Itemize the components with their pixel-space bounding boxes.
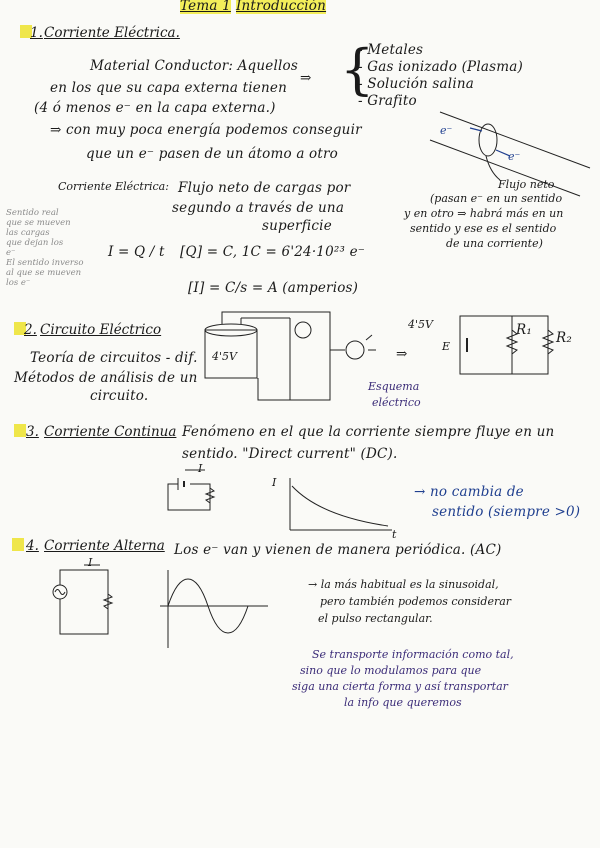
implies-arrow: ⇒: [396, 346, 408, 362]
material-def-line: Material Conductor: Aquellos: [90, 58, 298, 74]
section-4-number: 4.: [26, 538, 39, 554]
tema-label: Tema 1: [180, 0, 231, 14]
schema-voltage: 4'5V: [408, 318, 433, 331]
side-note-line: al que se mueven: [6, 268, 82, 278]
section-3-number: 3.: [26, 424, 39, 440]
side-note-line: los e⁻: [6, 278, 31, 288]
current-def-line: superficie: [262, 218, 332, 234]
page-title: Introducción: [236, 0, 327, 14]
graph-y-label: I: [272, 476, 277, 489]
current-def-line: segundo a través de una: [172, 200, 345, 216]
side-note-line: e⁻: [6, 248, 16, 258]
section-2-title: Circuito Eléctrico: [40, 322, 162, 338]
circuit-text-line: Teoría de circuitos - dif.: [30, 350, 198, 366]
formula-current: I = Q / t: [108, 244, 165, 260]
ac-description: Los e⁻ van y vienen de manera periódica. (AC): [174, 542, 502, 558]
material-def-line: (4 ó menos e⁻ en la capa externa.): [34, 100, 276, 116]
electron-label: e⁻: [440, 124, 453, 137]
flow-note-line: de una corriente): [446, 237, 543, 250]
circuit-text-line: Métodos de análisis de un: [14, 370, 198, 386]
flow-note-line: (pasan e⁻ en un sentido: [430, 192, 563, 205]
formula-charge: [Q] = C, 1C = 6'24·10²³ e⁻: [180, 244, 366, 260]
example-item: - Grafito: [358, 93, 417, 109]
side-note-line: que dejan los: [6, 238, 64, 248]
dc-description: sentido. "Direct current" (DC).: [182, 446, 398, 462]
ac-note-line: el pulso rectangular.: [318, 612, 433, 625]
circuit-text-line: circuito.: [90, 388, 149, 404]
section-1-number: 1.: [30, 25, 43, 41]
current-label: Corriente Eléctrica:: [58, 180, 169, 193]
flow-note-line: sentido y ese es el sentido: [410, 222, 557, 235]
graph-x-label: t: [392, 528, 397, 541]
ac-note-line: pero también podemos considerar: [320, 595, 512, 608]
flow-note-line: y en otro ⇒ habrá más en un: [404, 207, 564, 220]
current-def-line: Flujo neto de cargas por: [178, 180, 351, 196]
dc-current-label: I: [198, 462, 203, 475]
side-note-line: Sentido real: [6, 208, 59, 218]
example-item: - Solución salina: [358, 76, 474, 92]
side-note-line: que se mueven: [6, 218, 71, 228]
section-2-number: 2.: [24, 322, 37, 338]
dc-note: → no cambia de: [414, 484, 524, 500]
flow-caption: Flujo neto: [498, 178, 555, 191]
dc-description: Fenómeno en el que la corriente siempre fluye en un: [182, 424, 555, 440]
schema-caption: eléctrico: [372, 396, 421, 409]
example-item: - Metales: [358, 42, 424, 58]
formula-units: [I] = C/s = A (amperios): [188, 280, 359, 296]
ac-note-line: → la más habitual es la sinusoidal,: [308, 578, 499, 591]
battery-label: 4'5V: [212, 350, 237, 363]
section-3-title: Corriente Continua: [44, 424, 177, 440]
section-4-title: Corriente Alterna: [44, 538, 165, 554]
energy-line: que un e⁻ pasen de un átomo a otro: [86, 146, 338, 162]
energy-line: ⇒ con muy poca energía podemos conseguir: [50, 122, 362, 138]
example-item: - Gas ionizado (Plasma): [358, 59, 523, 75]
implies-arrow: ⇒: [300, 70, 312, 86]
schema-caption: Esquema: [368, 380, 420, 393]
brace: {: [340, 38, 375, 101]
electron-label: e⁻: [508, 150, 521, 163]
ac-info-line: sino que lo modulamos para que: [300, 664, 482, 677]
side-note-line: El sentido inverso: [6, 258, 84, 268]
dc-note: sentido (siempre >0): [432, 504, 581, 520]
resistor-r2-label: R₂: [556, 330, 572, 346]
ac-info-line: siga una cierta forma y así transportar: [292, 680, 508, 693]
side-note-line: las cargas: [6, 228, 50, 238]
resistor-r1-label: R₁: [516, 322, 532, 338]
ac-info-line: la info que queremos: [344, 696, 462, 709]
material-def-line: en los que su capa externa tienen: [50, 80, 287, 96]
schema-source: E: [442, 340, 451, 353]
ac-info-line: Se transporte información como tal,: [312, 648, 514, 661]
section-1-title: Corriente Eléctrica.: [44, 25, 180, 41]
ac-current-label: I: [88, 556, 93, 569]
